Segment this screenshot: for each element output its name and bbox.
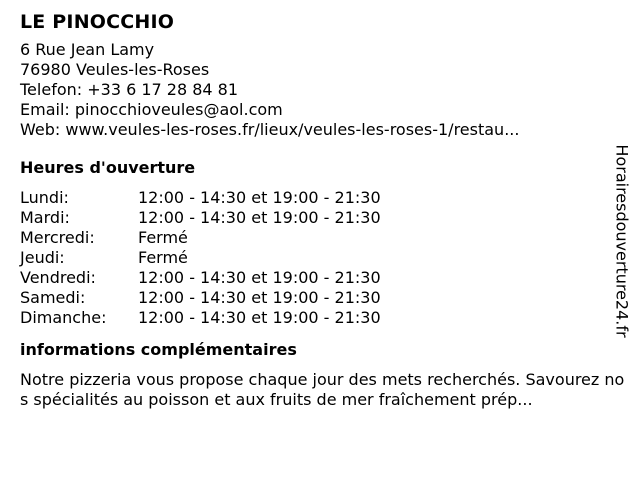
hours-row: [20, 248, 620, 268]
hours-day: Vendredi:: [20, 268, 96, 287]
hours-row: [20, 188, 620, 208]
hours-title: Heures d'ouverture: [20, 158, 196, 177]
hours-row: [20, 228, 620, 248]
business-name: LE PINOCCHIO: [20, 11, 175, 33]
address-city: 76980 Veules-les-Roses: [20, 60, 210, 79]
hours-day: Jeudi:: [20, 248, 65, 267]
info-title: informations complémentaires: [20, 340, 297, 359]
hours-time: 12:00 - 14:30 et 19:00 - 21:30: [138, 308, 381, 327]
phone-line: Telefon: +33 6 17 28 84 81: [20, 80, 239, 99]
hours-time: Fermé: [138, 228, 188, 247]
web-line: Web: www.veules-les-roses.fr/lieux/veules-les-roses-1/restau...: [20, 120, 520, 139]
hours-table: [20, 188, 620, 328]
hours-day: Lundi:: [20, 188, 69, 207]
hours-day: Samedi:: [20, 288, 86, 307]
hours-time: Fermé: [138, 248, 188, 267]
hours-row: [20, 208, 620, 228]
address-street: 6 Rue Jean Lamy: [20, 40, 155, 59]
info-description: Notre pizzeria vous propose chaque jour des mets recherchés. Savourez nos spécialités au poisson et aux fruits de mer fraîchement prép...: [20, 370, 625, 409]
brand-text: Horairesdouverture24.fr: [613, 143, 633, 338]
hours-time: 12:00 - 14:30 et 19:00 - 21:30: [138, 208, 381, 227]
hours-time: 12:00 - 14:30 et 19:00 - 21:30: [138, 188, 381, 207]
hours-row: [20, 288, 620, 308]
brand-watermark: [612, 133, 632, 348]
email-line: Email: pinocchioveules@aol.com: [20, 100, 283, 119]
hours-row: [20, 308, 620, 328]
hours-time: 12:00 - 14:30 et 19:00 - 21:30: [138, 288, 381, 307]
hours-time: 12:00 - 14:30 et 19:00 - 21:30: [138, 268, 381, 287]
hours-day: Dimanche:: [20, 308, 107, 327]
hours-row: [20, 268, 620, 288]
hours-day: Mercredi:: [20, 228, 95, 247]
hours-day: Mardi:: [20, 208, 70, 227]
